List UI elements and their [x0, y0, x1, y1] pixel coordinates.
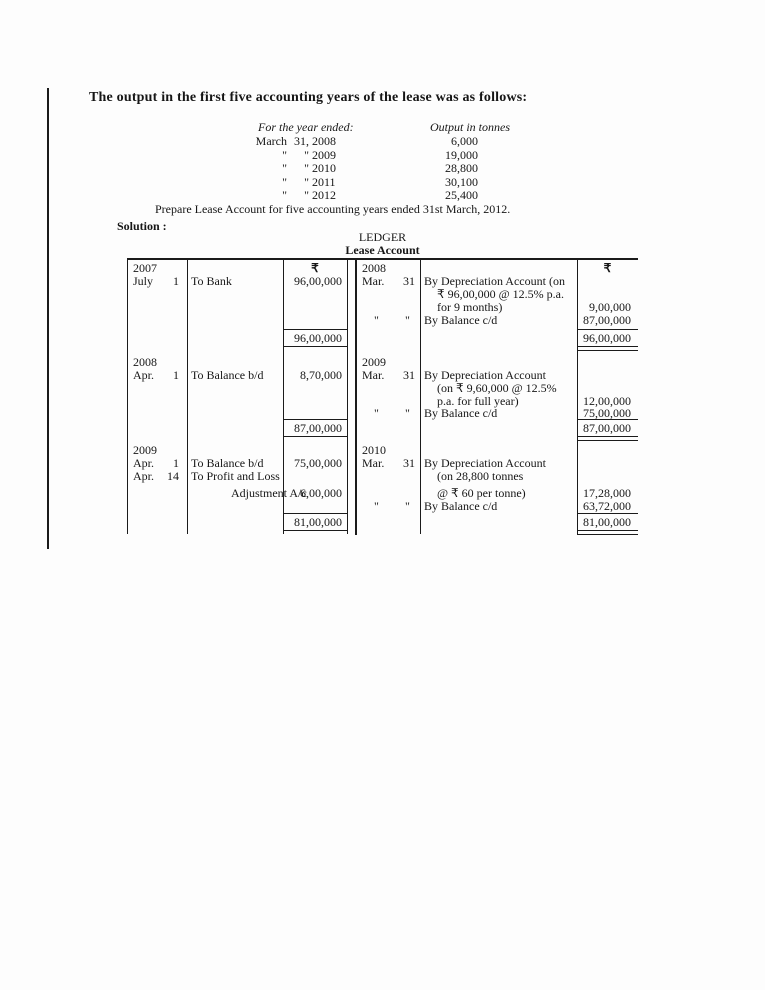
credit-entry-month: ": [374, 499, 379, 513]
credit-entry-particulars: @ ₹ 60 per tonne): [437, 486, 526, 500]
debit-entry-particulars: Adjustment A/c: [231, 486, 307, 500]
debit-entry-particulars: To Balance b/d: [191, 456, 264, 470]
credit-entry-particulars: (on ₹ 9,60,000 @ 12.5%: [437, 381, 557, 395]
total-rule: [577, 534, 638, 535]
output-table-period-header: For the year ended:: [258, 120, 354, 134]
prepare-instruction: Prepare Lease Account for five accounting years ended 31st March, 2012.: [155, 202, 511, 216]
output-row-month: ": [282, 175, 287, 189]
credit-entry-day: ": [405, 499, 410, 513]
credit-entry-month: Mar.: [362, 368, 385, 382]
credit-entry-amount: 9,00,000: [589, 300, 631, 314]
output-row-year: 2008: [312, 134, 336, 148]
credit-entry-particulars: By Depreciation Account: [424, 456, 546, 470]
credit-entry-particulars: By Balance c/d: [424, 406, 498, 420]
output-row-tonnes: 19,000: [445, 148, 478, 162]
intro-heading: The output in the first five accounting years of the lease was as follows:: [89, 90, 528, 105]
debit-entry-amount: 8,70,000: [300, 368, 342, 382]
output-row-year: 2012: [312, 188, 336, 202]
credit-entry-particulars: (on 28,800 tonnes: [437, 469, 524, 483]
ledger-title: LEDGER: [358, 230, 407, 244]
table-left-border: [127, 259, 128, 534]
total-rule: [577, 346, 638, 347]
credit-entry-particulars: By Depreciation Account (on: [424, 274, 565, 288]
output-row-day: ": [304, 175, 309, 189]
credit-entry-particulars: By Balance c/d: [424, 313, 498, 327]
credit-day-divider: [420, 259, 421, 534]
credit-year: 2009: [362, 355, 386, 369]
credit-total: 81,00,000: [583, 515, 631, 529]
total-rule: [283, 436, 348, 437]
credit-currency-symbol: ₹: [603, 261, 612, 275]
debit-entry-amount: 96,00,000: [294, 274, 342, 288]
credit-entry-particulars: p.a. for full year): [437, 394, 519, 408]
credit-entry-day: 31: [403, 456, 415, 470]
credit-entry-particulars: ₹ 96,00,000 @ 12.5% p.a.: [437, 287, 565, 301]
debit-entry-amount: 6,00,000: [300, 486, 342, 500]
output-row-month: ": [282, 188, 287, 202]
credit-entry-particulars: By Depreciation Account: [424, 368, 546, 382]
total-rule: [577, 436, 638, 437]
output-row-year: 2009: [312, 148, 336, 162]
output-row-day: 31,: [294, 134, 309, 148]
credit-entry-amount: 12,00,000: [583, 394, 631, 408]
debit-entry-day: 1: [173, 368, 179, 382]
total-rule: [283, 530, 348, 531]
credit-entry-month: ": [374, 406, 379, 420]
output-row-year: 2010: [312, 161, 336, 175]
credit-entry-amount: 17,28,000: [583, 486, 631, 500]
credit-entry-particulars: By Balance c/d: [424, 499, 498, 513]
output-row-month: ": [282, 161, 287, 175]
debit-entry-particulars: To Profit and Loss: [191, 469, 280, 483]
credit-entry-amount: 87,00,000: [583, 313, 631, 327]
account-title: Lease Account: [345, 243, 420, 257]
credit-entry-month: Mar.: [362, 274, 385, 288]
debit-total: 87,00,000: [294, 421, 342, 435]
credit-year: 2008: [362, 261, 386, 275]
credit-amount-divider: [577, 259, 578, 534]
total-rule: [283, 329, 348, 330]
center-divider: [355, 259, 357, 535]
total-rule: [283, 419, 348, 420]
debit-entry-month: Apr.: [133, 368, 154, 382]
credit-entry-month: ": [374, 313, 379, 327]
output-row-year: 2011: [312, 175, 336, 189]
debit-year: 2007: [133, 261, 157, 275]
total-rule: [283, 346, 348, 347]
debit-year: 2009: [133, 443, 157, 457]
debit-entry-particulars: To Balance b/d: [191, 368, 264, 382]
credit-entry-day: ": [405, 406, 410, 420]
debit-entry-month: Apr.: [133, 469, 154, 483]
solution-label: Solution :: [117, 219, 167, 233]
debit-day-divider: [187, 259, 188, 534]
total-rule: [577, 513, 638, 514]
output-row-month: March: [255, 134, 287, 148]
page-margin-line: [47, 88, 49, 549]
credit-total: 96,00,000: [583, 331, 631, 345]
total-rule: [283, 513, 348, 514]
credit-entry-day: 31: [403, 368, 415, 382]
credit-year: 2010: [362, 443, 386, 457]
credit-total: 87,00,000: [583, 421, 631, 435]
credit-entry-amount: 75,00,000: [583, 406, 631, 420]
debit-entry-day: 1: [173, 456, 179, 470]
debit-amount-right-border: [347, 259, 348, 534]
table-top-rule: [127, 258, 638, 260]
output-row-day: ": [304, 188, 309, 202]
debit-entry-day: 14: [167, 469, 179, 483]
debit-entry-month: July: [133, 274, 154, 288]
debit-year: 2008: [133, 355, 157, 369]
output-row-tonnes: 6,000: [451, 134, 478, 148]
credit-entry-amount: 63,72,000: [583, 499, 631, 513]
debit-total: 81,00,000: [294, 515, 342, 529]
debit-entry-amount: 75,00,000: [294, 456, 342, 470]
debit-total: 96,00,000: [294, 331, 342, 345]
debit-entry-particulars: To Bank: [191, 274, 232, 288]
credit-entry-day: ": [405, 313, 410, 327]
debit-entry-month: Apr.: [133, 456, 154, 470]
output-row-tonnes: 25,400: [445, 188, 478, 202]
output-row-tonnes: 28,800: [445, 161, 478, 175]
output-row-month: ": [282, 148, 287, 162]
output-row-tonnes: 30,100: [445, 175, 478, 189]
output-row-day: ": [304, 161, 309, 175]
debit-entry-day: 1: [173, 274, 179, 288]
output-table-output-header: Output in tonnes: [430, 120, 510, 134]
total-rule: [577, 350, 638, 351]
credit-entry-day: 31: [403, 274, 415, 288]
credit-entry-month: Mar.: [362, 456, 385, 470]
total-rule: [577, 440, 638, 441]
output-row-day: ": [304, 148, 309, 162]
credit-entry-particulars: for 9 months): [437, 300, 503, 314]
total-rule: [577, 329, 638, 330]
debit-currency-symbol: ₹: [311, 261, 319, 275]
total-rule: [577, 530, 638, 531]
